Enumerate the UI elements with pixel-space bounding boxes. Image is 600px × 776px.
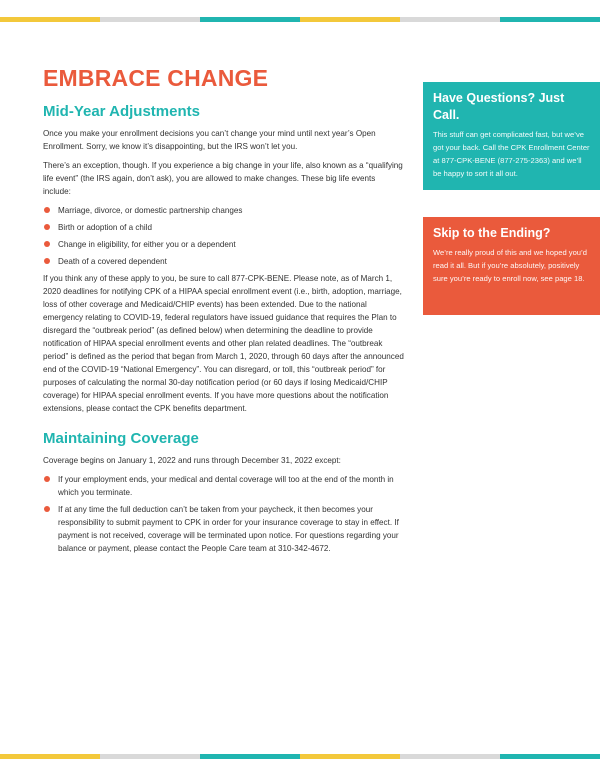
stripe-segment — [400, 17, 500, 22]
skip-heading: Skip to the Ending? — [433, 226, 551, 240]
stripe-segment — [400, 754, 500, 759]
maintaining-intro: Coverage begins on January 1, 2022 and runs through December 31, 2022 except: — [43, 456, 341, 465]
stripe-segment — [200, 754, 300, 759]
list-item-text: Birth or adoption of a child — [58, 223, 153, 232]
list-item — [43, 503, 405, 555]
list-item-text: Change in eligibility, for either you or a dependent — [58, 240, 236, 249]
stripe-segment — [500, 754, 600, 759]
list-item — [43, 221, 405, 234]
bullet-dot-icon — [44, 224, 50, 230]
questions-heading: Have Questions? Just Call. — [433, 91, 565, 122]
bullet-dot-icon — [44, 207, 50, 213]
questions-callout — [423, 82, 600, 190]
stripe-segment — [500, 17, 600, 22]
bullet-dot-icon — [44, 506, 50, 512]
stripe-segment — [0, 754, 100, 759]
page-title: EMBRACE CHANGE — [43, 65, 269, 91]
list-item — [43, 255, 405, 268]
list-item — [43, 238, 405, 251]
list-item-text: Marriage, divorce, or domestic partnership changes — [58, 206, 243, 215]
stripe-segment — [100, 754, 200, 759]
mid-year-followup: If you think any of these apply to you, be sure to call 877-CPK-BENE. Please note, as of March 1, 2020 deadlines for notifying CPK of a HIPAA special enrollment event (i.e., birth, adoption, marriage, loss of other coverage and Medicaid/CHIP events) has been extended. Due to the national emergency relating to COVID-19, federal regulators have issued guidance that requires the Plan to disregard the “outbreak period” (as defined below) when determining the deadline to provide notification of HIPAA special enrollment events and other plan related deadlines. The “outbreak period” is defined as the period that began from March 1, 2020, through 60 days after the announced end of the COVID-19 “National Emergency”. You can disregard, or toll, this “outbreak period” for purposes of calculating the normal 30-day notification period (or 60 days if losing Medicaid/CHIP coverage) for HIPAA special enrollment events. If you have more questions about the notification extensions, please contact the CPK benefits department. — [43, 274, 404, 413]
questions-text: This stuff can get complicated fast, but we’ve got your back. Call the CPK Enrollment Center at 877-CPK-BENE (877-275-2363) and we’ll be happy to sort it all out. — [433, 130, 590, 178]
skip-text: We’re really proud of this and we hoped you’d read it all. But if you’re absolutely, positively sure you’re ready to enroll now, see page 18. — [433, 248, 587, 283]
maintaining-heading: Maintaining Coverage — [43, 430, 199, 447]
mid-year-exception: There’s an exception, though. If you experience a big change in your life, also known as a “qualifying life event” (the IRS again, don’t ask), you are allowed to make changes. These big life events include: — [43, 161, 403, 196]
mid-year-intro: Once you make your enrollment decisions you can’t change your mind until next year’s Open Enrollment. Sorry, we know it’s disappointing, but the IRS won’t let you. — [43, 129, 376, 151]
bullet-dot-icon — [44, 476, 50, 482]
list-item-text: If at any time the full deduction can’t be taken from your paycheck, it then becomes your responsibility to submit payment to CPK in order for your insurance coverage to stay in effect. If payment is not received, coverage will be terminated upon notice. For questions regarding your balance or payment, please contact the People Care team at 310-342-4672. — [58, 505, 399, 553]
maintaining-list — [43, 473, 405, 555]
bullet-dot-icon — [44, 241, 50, 247]
list-item — [43, 473, 405, 499]
list-item-text: If your employment ends, your medical and dental coverage will too at the end of the month in which you terminate. — [58, 475, 394, 497]
skip-callout — [423, 217, 600, 315]
top-color-stripe — [0, 17, 600, 22]
main-content — [43, 64, 405, 559]
list-item — [43, 204, 405, 217]
stripe-segment — [0, 17, 100, 22]
stripe-segment — [300, 17, 400, 22]
life-events-list — [43, 204, 405, 268]
bottom-color-stripe — [0, 754, 600, 759]
stripe-segment — [300, 754, 400, 759]
stripe-segment — [200, 17, 300, 22]
bullet-dot-icon — [44, 258, 50, 264]
list-item-text: Death of a covered dependent — [58, 257, 167, 266]
stripe-segment — [100, 17, 200, 22]
mid-year-heading: Mid-Year Adjustments — [43, 103, 200, 120]
